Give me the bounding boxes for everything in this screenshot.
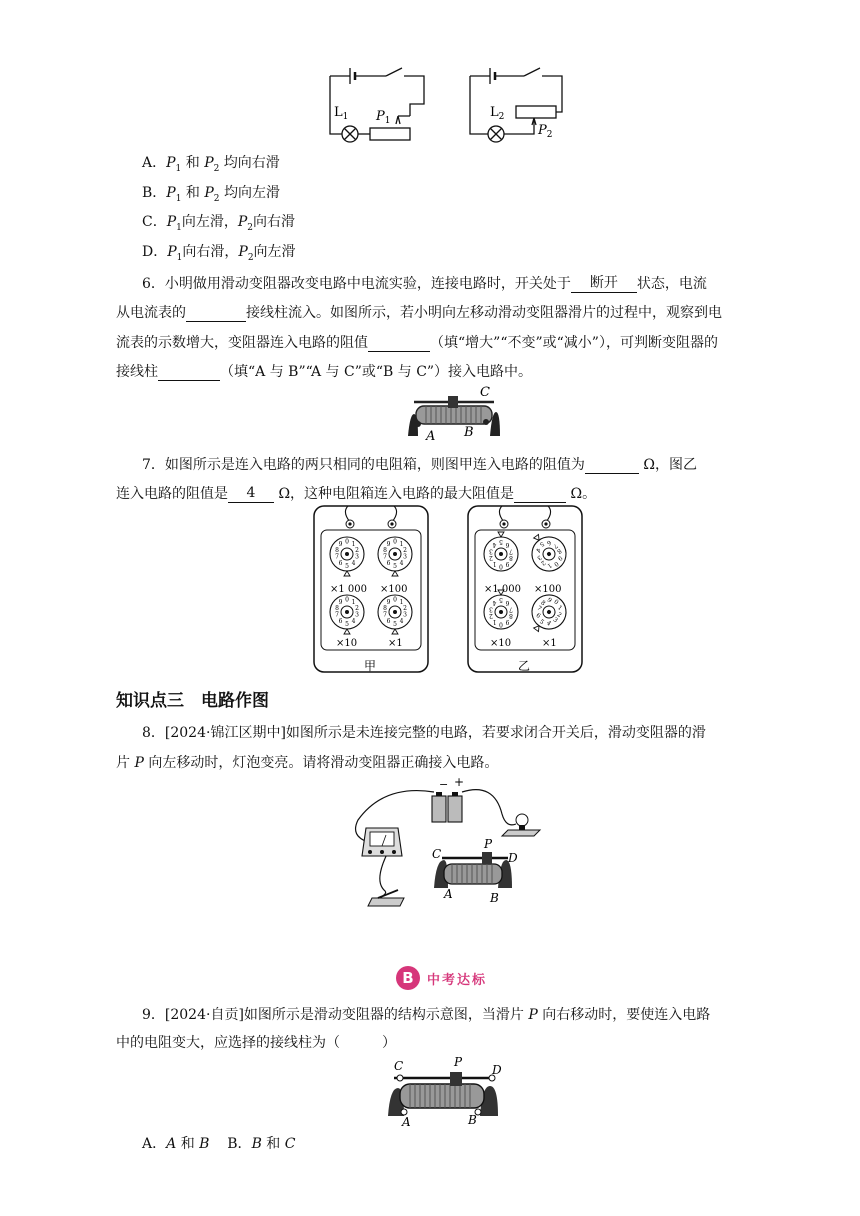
- q8-battery: [432, 792, 462, 822]
- q6-blank-terminals: [158, 363, 220, 381]
- q7-left-mult-100: ×100: [380, 584, 408, 595]
- q9-option-b: B．B 和 C: [227, 1136, 296, 1152]
- section-badge-b: [396, 965, 487, 991]
- q7-left-mult-1000: ×1 000: [330, 584, 368, 595]
- q8-label-a: A: [444, 887, 453, 901]
- q9-label-b: B: [468, 1113, 477, 1126]
- q8-ammeter: [362, 828, 402, 856]
- q9-option-a: A．A 和 B: [142, 1136, 210, 1152]
- q5-left-slider-label: $P_1$: [376, 109, 391, 126]
- q6-blank-resistance: [368, 334, 430, 352]
- badge-b-icon: B: [396, 966, 420, 990]
- q6-label-c: C: [480, 385, 490, 400]
- q8-label-minus: −: [439, 778, 449, 791]
- q5-circuit-figure: [320, 62, 580, 144]
- q7-caption-yi: 乙: [518, 659, 531, 673]
- q7-blank-max: [514, 485, 566, 503]
- q5-right-slider-label: $P_2$: [538, 123, 553, 140]
- q5-left-bulb-label: $L_1$: [334, 105, 349, 122]
- q7-right-mult-1000: ×1 000: [484, 584, 522, 595]
- q5-option-c: C．$P_1$向左滑，$P_2$向右滑: [142, 214, 296, 233]
- q7-blank-yi: 4: [228, 485, 274, 503]
- q8-bulb: [502, 814, 540, 836]
- q6-blank-terminal: [186, 304, 246, 322]
- section-heading-3: 知识点三 电路作图: [116, 691, 269, 711]
- q6-line-3: 流表的示数增大，变阻器连入电路的阻值 （填“增大”“不变”或“减小”），可判断变阻器的: [116, 335, 718, 351]
- q6-line-1: 6．小明做用滑动变阻器改变电路中电流实验，连接电路时，开关处于 断开 状态，电流: [142, 275, 707, 292]
- q8-label-c: C: [432, 847, 442, 861]
- q5-right-bulb-label: $L_2$: [490, 105, 505, 122]
- q9-label-a: A: [402, 1115, 411, 1126]
- q7-right-mult-100: ×100: [534, 584, 562, 595]
- q7-left-mult-1: ×1: [388, 638, 403, 649]
- q9-line-2: 中的电阻变大，应选择的接线柱为（ ）: [116, 1035, 396, 1051]
- q8-line-1: 8．[2024·锦江区期中]如图所示是未连接完整的电路，若要求闭合开关后，滑动变阻器的滑: [142, 725, 706, 741]
- q8-label-b: B: [490, 891, 499, 905]
- q8-label-plus: +: [454, 775, 465, 789]
- q8-circuit-figure: [344, 772, 550, 916]
- q6-line-4: 接线柱 （填“A 与 B”“A 与 C”或“B 与 C”）接入电路中。: [116, 364, 533, 380]
- q6-line-2: 从电流表的 接线柱流入。如图所示，若小明向左移动滑动变阻器滑片的过程中，观察到电: [116, 305, 722, 321]
- q5-left-circuit: [330, 68, 424, 142]
- q7-right-mult-10: ×10: [490, 638, 512, 649]
- q5-option-d: D．$P_1$向右滑，$P_2$向左滑: [142, 244, 296, 263]
- q6-label-a: A: [426, 429, 436, 444]
- q5-option-a: A．$P_1$ 和 $P_2$ 均向右滑: [142, 155, 280, 174]
- q8-label-d: D: [508, 851, 518, 865]
- q7-resistance-box-figure: [312, 504, 584, 676]
- q6-rheostat-figure: [404, 384, 504, 444]
- q7-right-mult-1: ×1: [542, 638, 557, 649]
- badge-text: 中考达标: [427, 972, 488, 988]
- q9-options: [142, 1133, 295, 1153]
- q8-label-p: P: [484, 837, 493, 851]
- q7-line-1: 7．如图所示是连入电路的两只相同的电阻箱，则图甲连入电路的阻值为 Ω，图乙: [142, 457, 697, 473]
- q6-blank-switch-state: 断开: [571, 275, 637, 293]
- q7-line-2: 连入电路的阻值是 4 Ω，这种电阻箱连入电路的最大阻值是 Ω。: [116, 485, 597, 502]
- q9-line-1: 9．[2024·自贡]如图所示是滑动变阻器的结构示意图，当滑片 P 向右移动时，要使连入电路: [142, 1007, 711, 1023]
- q8-line-2: 片 P 向左移动时，灯泡变亮。请将滑动变阻器正确接入电路。: [116, 755, 499, 771]
- q7-blank-jia: [585, 456, 639, 474]
- q7-left-mult-10: ×10: [336, 638, 358, 649]
- q9-label-p: P: [454, 1055, 463, 1069]
- q5-option-b: B．$P_1$ 和 $P_2$ 均向左滑: [142, 185, 280, 204]
- q9-rheostat-figure: [382, 1054, 506, 1126]
- q6-label-b: B: [464, 425, 474, 440]
- q8-rheostat: [434, 852, 512, 888]
- q9-label-c: C: [394, 1059, 404, 1073]
- q9-label-d: D: [492, 1063, 502, 1077]
- q7-caption-jia: 甲: [364, 659, 377, 673]
